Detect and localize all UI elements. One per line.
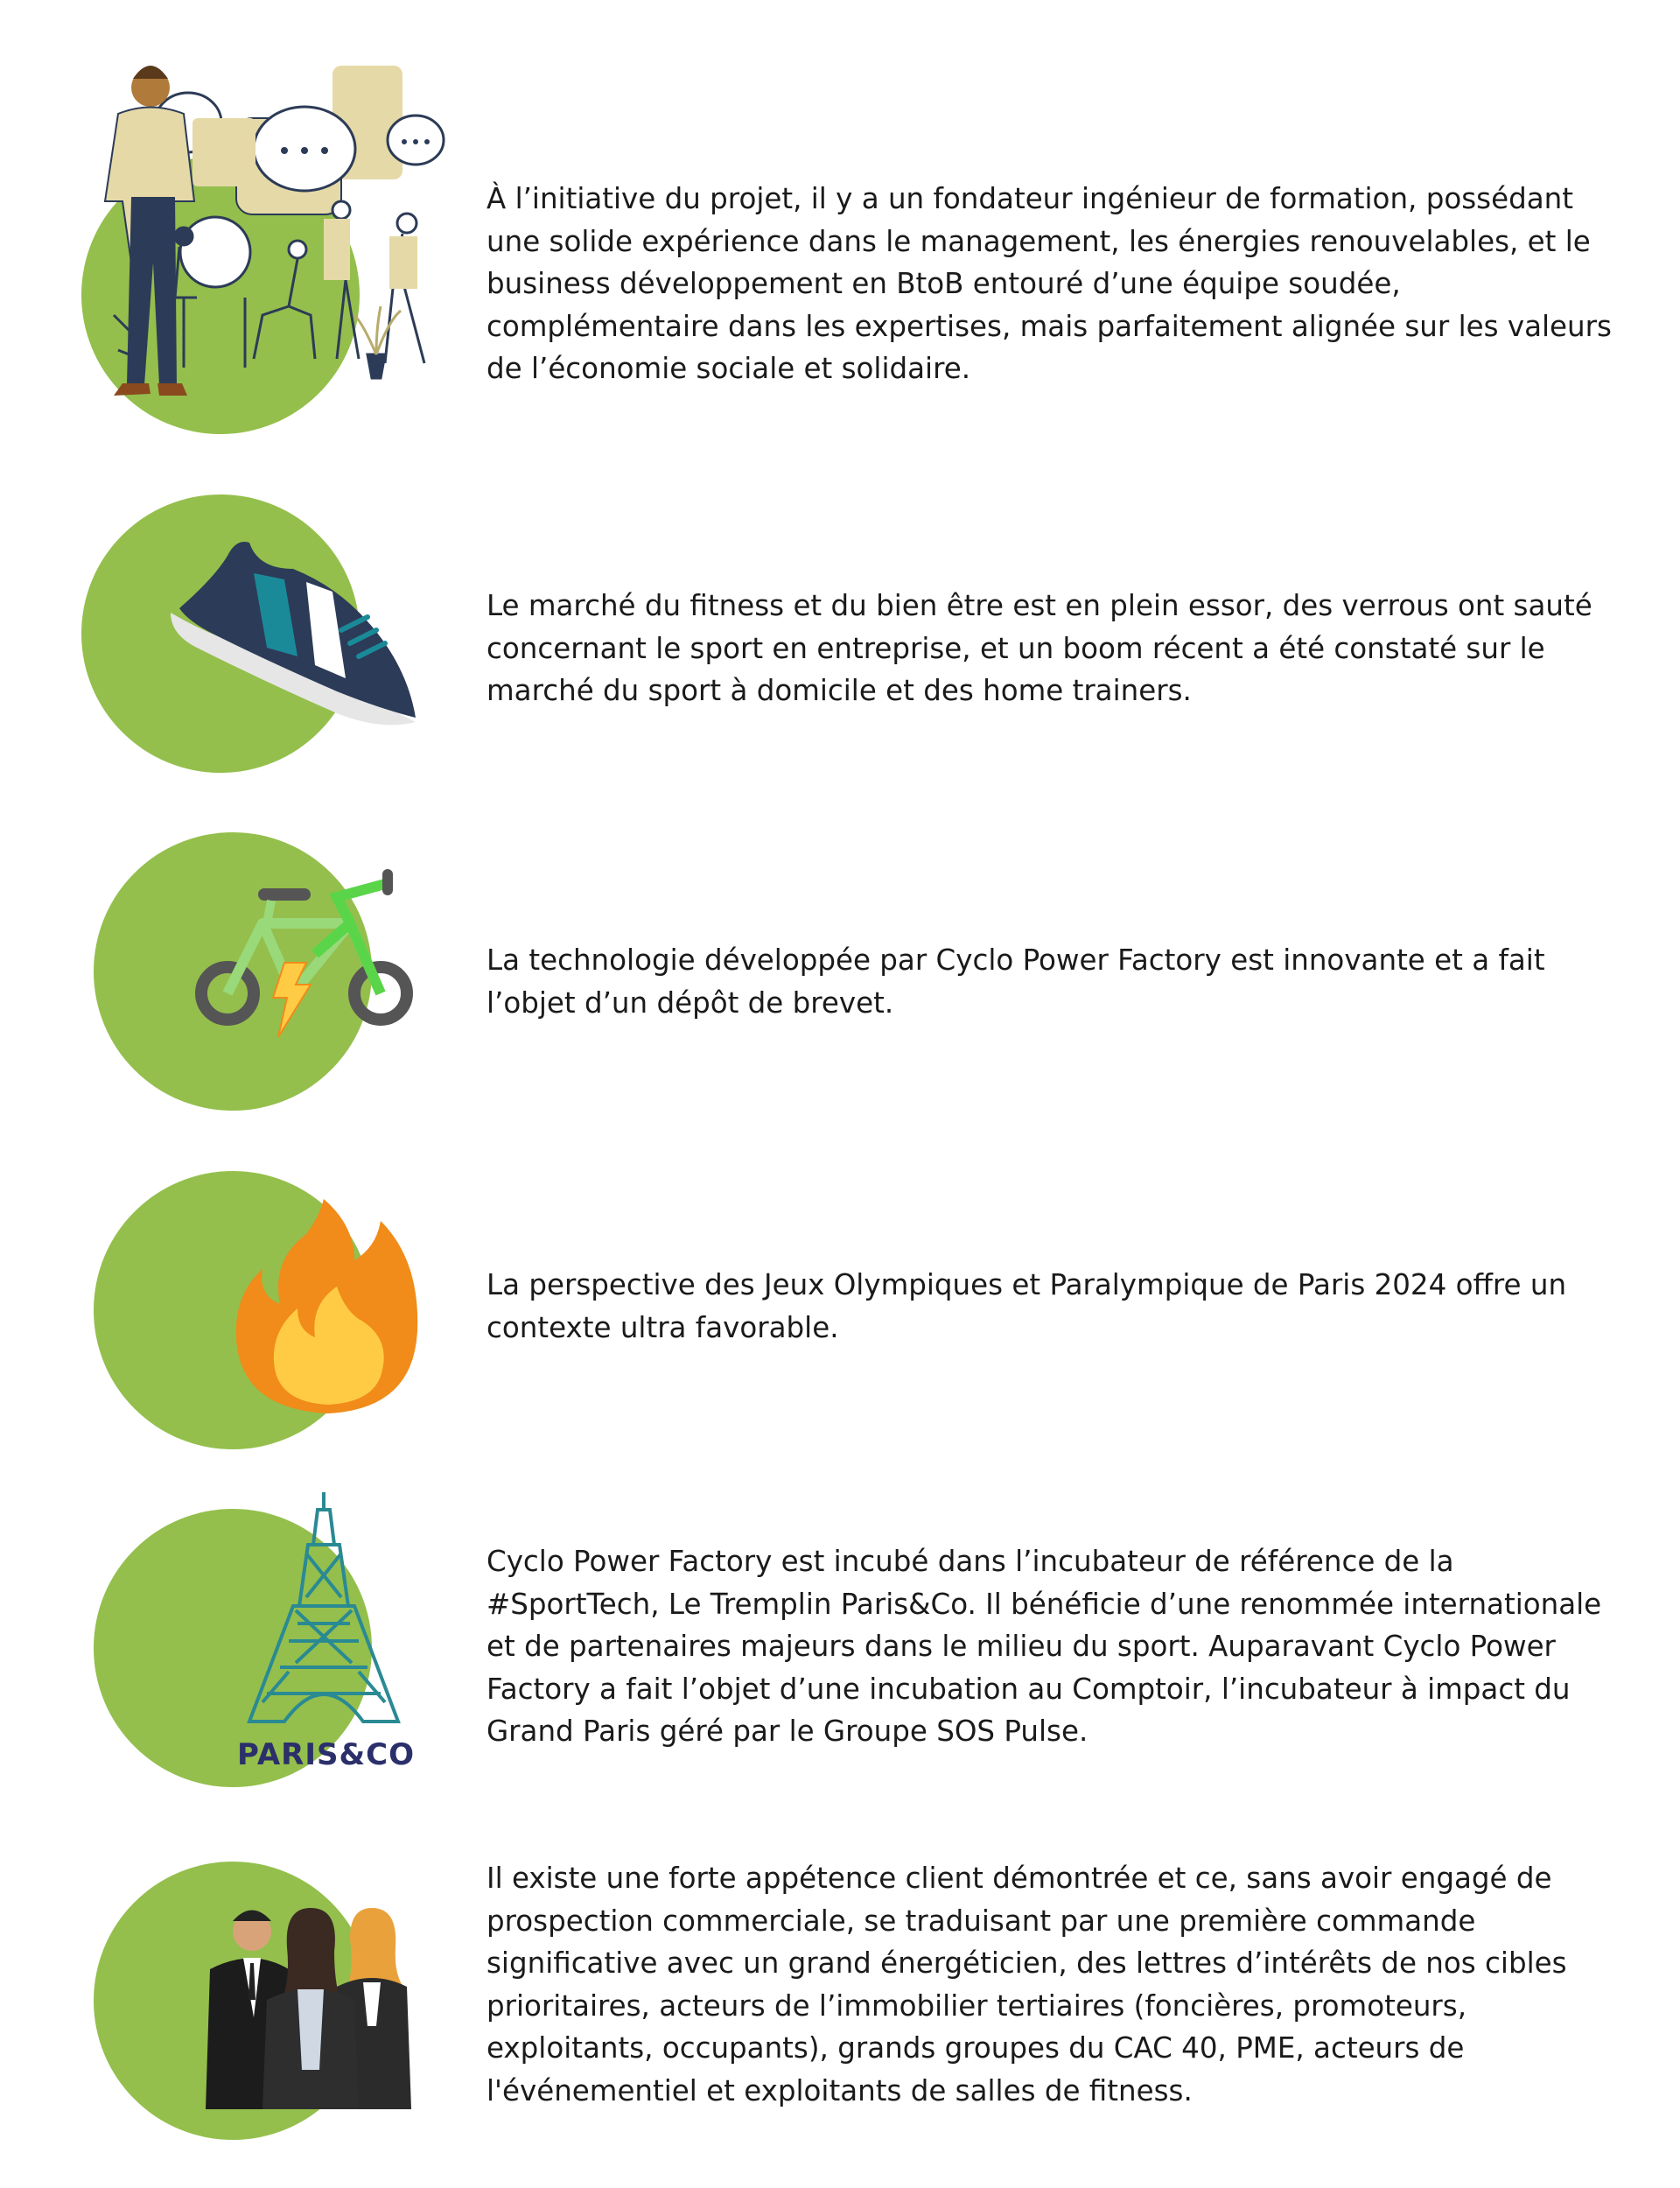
electric-bike-icon: [184, 862, 429, 1046]
section-text: Le marché du fitness et du bien être est en plein essor, des verrous ont sauté concernant le sport en entreprise, et un boom récent a été constaté sur le marché du sport à domicile et des home trainers.: [486, 589, 1592, 708]
section-text: Cyclo Power Factory est incubé dans l’incubateur de référence de la #SportTech, Le Tremplin Paris&Co. Il bénéficie d’une renommée internationale et de partenaires majeurs dans le milieu du sport. Auparavant Cyclo Power Factory a fait l’objet d’une incubation au Comptoir, l’incubateur à impact du Grand Paris géré par le Groupe SOS Pulse.: [486, 1545, 1602, 1749]
team-meeting-illustration: [79, 53, 455, 403]
flame-icon: [223, 1199, 433, 1418]
section-text: La perspective des Jeux Olympiques et Paralympique de Paris 2024 offre un contexte ultra favorable.: [486, 1268, 1567, 1344]
business-people-icon: [192, 1895, 420, 2114]
sneaker-icon: [162, 534, 424, 731]
paris-and-co-logo: [236, 1737, 416, 1772]
section-text: À l’initiative du projet, il y a un fondateur ingénieur de formation, possédant une solide expérience dans le management, les énergies renouvelables, et le business développement en BtoB entouré d’une équipe soudée, complémentaire dans les expertises, mais parfaitement alignée sur les valeurs de l’économie sociale et solidaire.: [486, 182, 1612, 386]
section-text: La technologie développée par Cyclo Power Factory est innovante et a fait l’objet d’un dépôt de brevet.: [486, 943, 1545, 1020]
logo-text: PARIS&CO: [237, 1737, 415, 1772]
speech-bubbles: [155, 66, 444, 214]
section-text: Il existe une forte appétence client démontrée et ce, sans avoir engagé de prospection commerciale, se traduisant par une première commande significative avec un grand énergéticien, des lettres d’intérêts de nos cibles prioritaires, acteurs de l’immobilier tertiaires (foncières, promoteurs, exploitants, occupants), grands groupes du CAC 40, PME, acteurs de l'événementiel et exploitants de salles de fitness.: [486, 1862, 1567, 2107]
eiffel-tower-icon: [236, 1492, 411, 1729]
